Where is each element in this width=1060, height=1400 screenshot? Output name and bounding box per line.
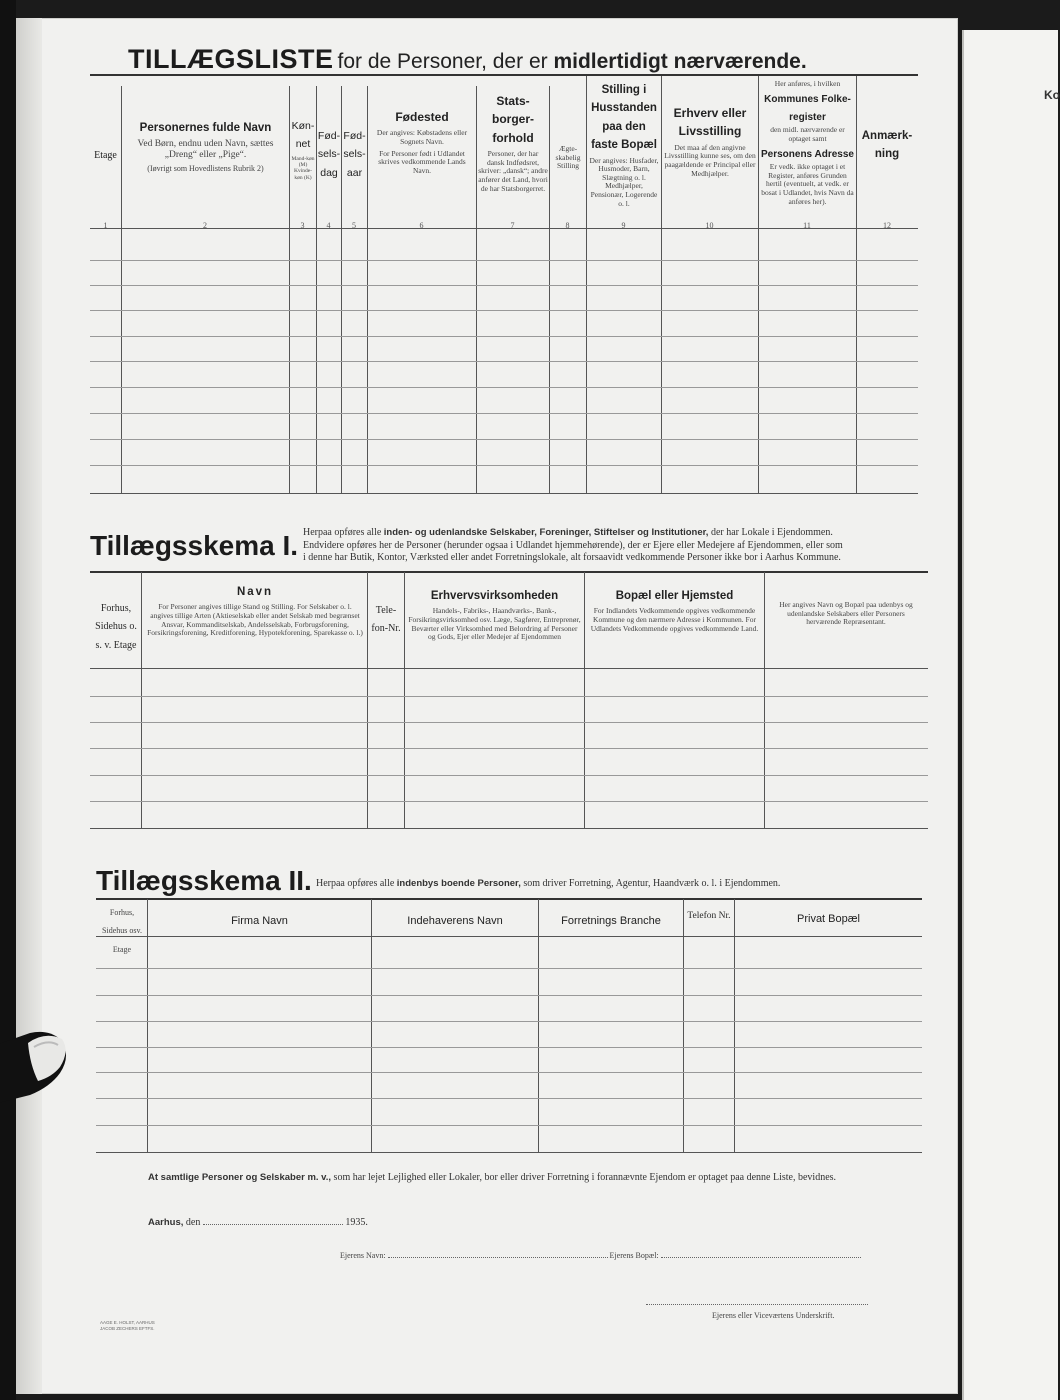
schema2-col-divider xyxy=(538,899,539,1152)
colnum: 10 xyxy=(705,221,714,230)
colnum: 5 xyxy=(352,221,356,230)
schema2-row-line xyxy=(96,995,922,996)
s2-hdr-telefon: Telefon Nr. xyxy=(687,911,731,921)
liste-title-rest: for de Personer, der er midlertidigt nærværende. xyxy=(337,50,807,73)
liste-row-line xyxy=(90,260,918,261)
schema2-top-rule xyxy=(96,898,922,900)
owner-name-label: Ejerens Navn: xyxy=(340,1251,386,1260)
schema2-row-line xyxy=(96,1098,922,1099)
colnum: 11 xyxy=(803,221,811,230)
liste-row-line xyxy=(90,285,918,286)
colnum: 8 xyxy=(565,221,570,230)
s2-hdr-privat: Privat Bopæl xyxy=(797,913,860,925)
den-label: den xyxy=(185,1217,201,1228)
next-page-text: Ko xyxy=(1044,88,1060,102)
liste-title-main: TILLÆGSLISTE xyxy=(128,44,334,74)
signature-label: Ejerens eller Viceværtens Underskrift. xyxy=(712,1311,835,1320)
hdr-fodselsdag: Fød-sels-dag xyxy=(317,130,341,179)
signature-field[interactable] xyxy=(646,1304,868,1305)
place-label: Aarhus, xyxy=(148,1217,184,1228)
hdr-statsborger: Stats-borger-forhold Personer, der har dansk Indfødsret, skriver: „dansk“; andre anfører det Land, hvori de har Statsborgerret. xyxy=(478,94,548,193)
schema2-row-line xyxy=(96,1047,922,1048)
hdr-navn: Personernes fulde Navn Ved Børn, endnu uden Navn, sættes „Dreng“ eller „Pige“. (Iøvrigt som Hovedlistens Rubrik 2) xyxy=(137,122,274,174)
liste-top-rule xyxy=(90,74,918,76)
liste-title xyxy=(128,44,807,75)
colnum: 6 xyxy=(419,221,424,230)
liste-row-line xyxy=(90,336,918,337)
schema2-row-line xyxy=(96,1072,922,1073)
schema2-col-divider xyxy=(371,899,372,1152)
schema1-col-divider xyxy=(584,572,585,828)
schema2-col-divider xyxy=(683,899,684,1152)
liste-row-line xyxy=(90,310,918,311)
liste-row-line xyxy=(90,387,918,388)
owner-name-field[interactable] xyxy=(388,1257,608,1258)
hdr-stilling: Stilling i Husstanden paa den faste Bopæl Der angives: Husfader, Husmoder, Barn, Slægtning o. l. Medhjælper, Pensionær, Logerende o. l. xyxy=(589,84,659,208)
schema1-row-line xyxy=(90,722,928,723)
liste-row-line xyxy=(90,413,918,414)
s1-hdr-repraesentant: Her angives Navn og Bopæl paa udenbys og udenlandske Selskabers eller Personers herværende Repræsentant. xyxy=(779,600,913,627)
attestation-statement: At samtlige Personer og Selskaber m. v., som har lejet Lejlighed eller Lokaler, bor eller driver Forretning i forannævnte Ejendom er optaget paa denne Liste, bevidnes. xyxy=(148,1172,837,1183)
liste-col-divider xyxy=(121,86,122,494)
hdr-etage: Etage xyxy=(94,150,117,161)
liste-col-divider xyxy=(367,86,368,494)
schema1-col-divider xyxy=(764,572,765,828)
s1-hdr-etage: Forhus, Sidehus o. s. v. Etage xyxy=(95,603,137,651)
schema2-header-rule xyxy=(96,936,922,937)
s2-hdr-branche: Forretnings Branche xyxy=(561,915,661,927)
owner-address-label: Ejerens Bopæl: xyxy=(609,1251,659,1260)
schema1-row-line xyxy=(90,696,928,697)
schema1-row-line xyxy=(90,801,928,802)
liste-col-divider xyxy=(476,86,477,494)
schema1-row-line xyxy=(90,775,928,776)
schema1-description: Herpaa opføres alle inden- og udenlandske Selskaber, Foreninger, Stiftelser og Institutioner, der har Lokale i Ejendommen. Endvidere opføres her de Personer (herunder ogsaa i Udlandet hjemmehørende), der er Ejere eller Medejere af Ejendommen, eller som i denne har Butik, Kontor, Værksted eller andet Forretningslokale, alt forsaavidt vedkommende Personer ikke bor i Aarhus Kommune. xyxy=(303,527,843,563)
schema1-col-divider xyxy=(404,572,405,828)
printer-imprint: AAGE E. HOLST, AARHUS JACOB ZECHERS EFTFS. xyxy=(100,1320,155,1331)
colnum: 2 xyxy=(203,221,207,230)
schema1-top-rule xyxy=(90,571,928,573)
colnum: 1 xyxy=(103,221,108,230)
liste-row-line xyxy=(90,361,918,362)
year-label: 1935. xyxy=(345,1217,368,1228)
scan-frame-left xyxy=(0,0,16,1400)
hdr-adresse: Her anføres, i hvilken Kommunes Folke-register den midl. nærværende er optaget samt Personens Adresse Er vedk. ikke optaget i et Register, anføres Grunden hertil (eventuelt, at vedk. er bosat i Udlandet, hvis Navn da anføres her). xyxy=(760,79,854,206)
s1-hdr-telefon: Tele-fon-Nr. xyxy=(371,605,401,635)
s2-hdr-firma: Firma Navn xyxy=(231,915,288,927)
schema1-row-line xyxy=(90,748,928,749)
hdr-konnet: Køn-net Mand-køn (M) Kvinde-køn (K) xyxy=(291,120,315,181)
schema2-title: Tillægsskema II. xyxy=(96,865,312,896)
schema1-header-rule xyxy=(90,668,928,669)
colnum: 12 xyxy=(883,221,891,230)
s2-hdr-etage: Forhus, Sidehus osv. Etage xyxy=(102,908,142,954)
liste-row-line xyxy=(90,465,918,466)
page-binding xyxy=(16,18,42,1394)
schema1-bottom-rule xyxy=(90,828,928,829)
s2-hdr-indehaver: Indehaverens Navn xyxy=(407,915,503,927)
finger-clip-image xyxy=(0,1025,82,1105)
colnum: 3 xyxy=(300,221,305,230)
hdr-anmaerkning: Anmærk-ning xyxy=(861,130,913,161)
schema2-col-divider xyxy=(147,899,148,1152)
liste-row-line xyxy=(90,439,918,440)
s1-hdr-navn: Navn For Personer angives tillige Stand og Stilling. For Selskaber o. l. angives tillige Arten (Aktieselskab eller andet Selskab med begrænset Ansvar, Kommanditselskab, Andelsselskab, Forbrugsforening, Forsikringsforening, Kreditforening, Hypotekforening, Sparekasse o. l.) xyxy=(147,586,363,638)
schema2-row-line xyxy=(96,968,922,969)
schema2-description: Herpaa opføres alle indenbys boende Personer, som driver Forretning, Agentur, Haandværk o. l. i Ejendommen. xyxy=(316,878,781,889)
schema1-title: Tillægsskema I. xyxy=(90,530,299,561)
liste-bottom-rule xyxy=(90,493,918,494)
next-page-edge xyxy=(962,30,1058,1400)
schema2-row-line xyxy=(96,1021,922,1022)
s1-hdr-erhverv: Erhvervsvirksomheden Handels-, Fabriks-, Haandværks-, Bank-, Forsikringsvirksomhed osv. Læge, Sagfører, Entreprenør, Beværter eller Virksomhed med Belordring af Personer og Gods, Ejer eller Medejer af Ejendommen xyxy=(408,590,581,642)
schema2-col-divider xyxy=(734,899,735,1152)
hdr-aegteskab: Ægte-skabelig Stilling xyxy=(555,144,581,171)
schema1-col-divider xyxy=(141,572,142,828)
owner-address-field[interactable] xyxy=(661,1257,861,1258)
colnum: 9 xyxy=(621,221,626,230)
schema2-bottom-rule xyxy=(96,1152,922,1153)
colnum: 4 xyxy=(326,221,331,230)
date-field[interactable] xyxy=(203,1224,343,1225)
schema2-row-line xyxy=(96,1125,922,1126)
s1-hdr-bopael: Bopæl eller Hjemsted For Indlandets Vedkommende opgives vedkommende Kommune og den nærmere Adresse i Kommunen. For Udlandets Vedkommende opgives vedkommende Land. xyxy=(590,590,759,633)
owner-line xyxy=(340,1251,861,1260)
place-date-line xyxy=(148,1217,368,1228)
hdr-fodested: Fødested Der angives: Købstadens eller Sognets Navn. For Personer født i Udlandet skrives vedkommende Lands Navn. xyxy=(376,110,468,175)
hdr-fodselsaar: Fød-sels-aar xyxy=(343,130,366,179)
hdr-erhverv: Erhverv eller Livsstilling Det maa af den angivne Livsstilling kunne ses, om den paagældende er Principal eller Medhjælper. xyxy=(664,106,756,178)
colnum: 7 xyxy=(510,221,515,230)
